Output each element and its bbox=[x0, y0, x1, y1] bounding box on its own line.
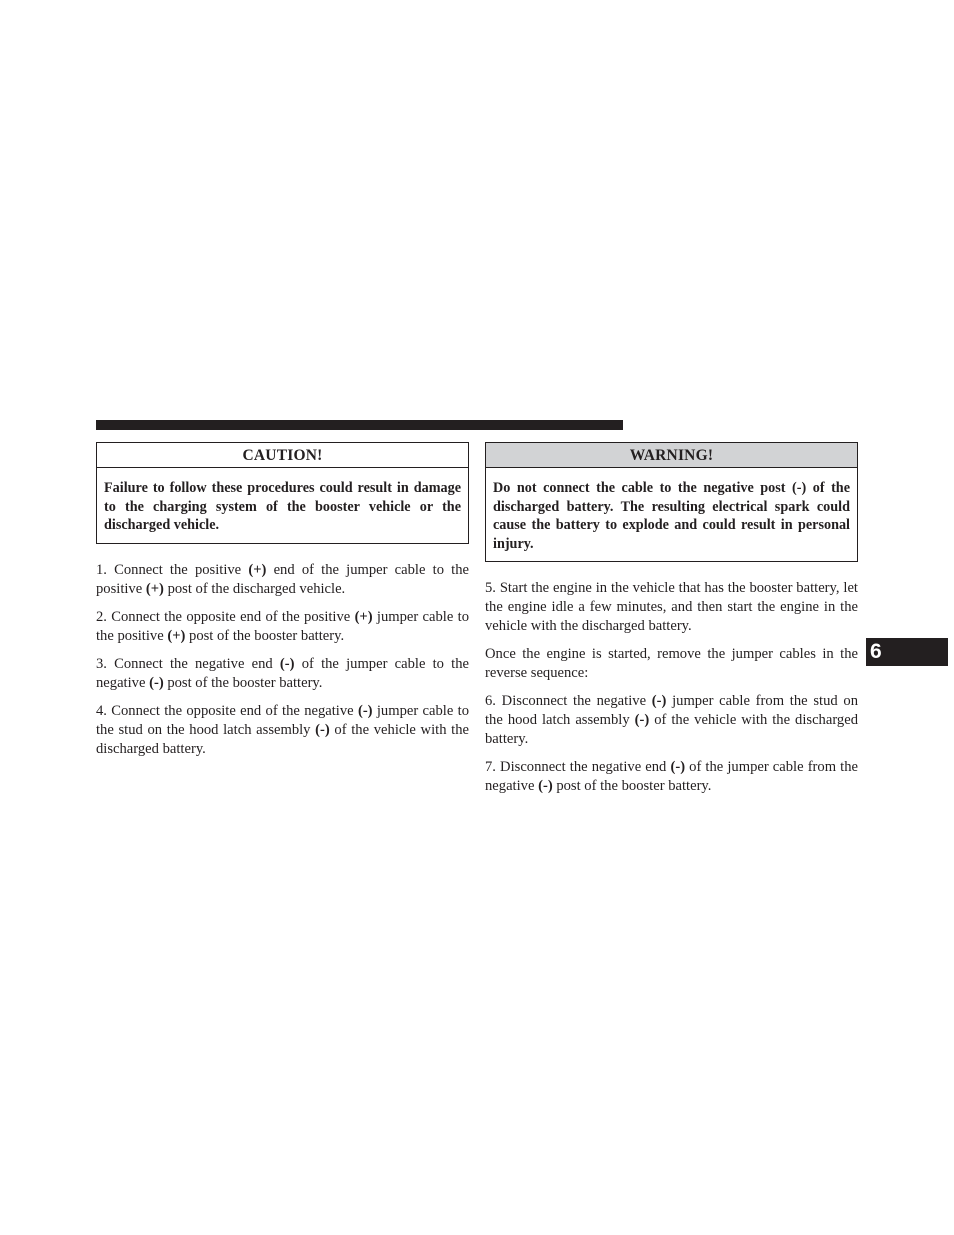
left-column bbox=[96, 442, 469, 768]
step-1: 1. Connect the positive (+) end of the jumper cable to the positive (+) post of the discharged vehicle. bbox=[96, 561, 469, 597]
step-7: 7. Disconnect the negative end (-) of the jumper cable from the negative (-) post of the booster battery. bbox=[485, 759, 859, 795]
step-4: 4. Connect the opposite end of the negative (-) jumper cable to the stud on the hood latch assembly (-) of the vehicle with the discharged battery. bbox=[96, 703, 470, 757]
step-6: 6. Disconnect the negative (-) jumper cable from the stud on the hood latch assembly (-) of the vehicle with the discharged battery. bbox=[485, 693, 858, 747]
warning-box bbox=[485, 442, 858, 562]
warning-heading: WARNING! bbox=[486, 443, 857, 468]
right-column bbox=[485, 442, 858, 805]
section-top-rule bbox=[96, 420, 623, 430]
once-started-note: Once the engine is started, remove the jumper cables in the reverse sequence: bbox=[485, 646, 858, 682]
caution-box bbox=[96, 442, 469, 544]
step-5: 5. Start the engine in the vehicle that has the booster battery, let the engine idle a few minutes, and then start the engine in the vehicle with the discharged battery. bbox=[485, 580, 858, 634]
warning-text: Do not connect the cable to the negative post (-) of the discharged battery. The resulting electrical spark could cause the battery to explode and could result in personal injury. bbox=[493, 480, 850, 552]
caution-text: Failure to follow these procedures could result in damage to the charging system of the booster vehicle or the discharged vehicle. bbox=[104, 480, 461, 534]
chapter-tab: 6 bbox=[866, 638, 948, 666]
caution-heading: CAUTION! bbox=[97, 443, 468, 468]
step-2: 2. Connect the opposite end of the positive (+) jumper cable to the positive (+) post of the booster battery. bbox=[96, 608, 469, 644]
step-3: 3. Connect the negative end (-) of the jumper cable to the negative (-) post of the booster battery. bbox=[96, 655, 469, 691]
